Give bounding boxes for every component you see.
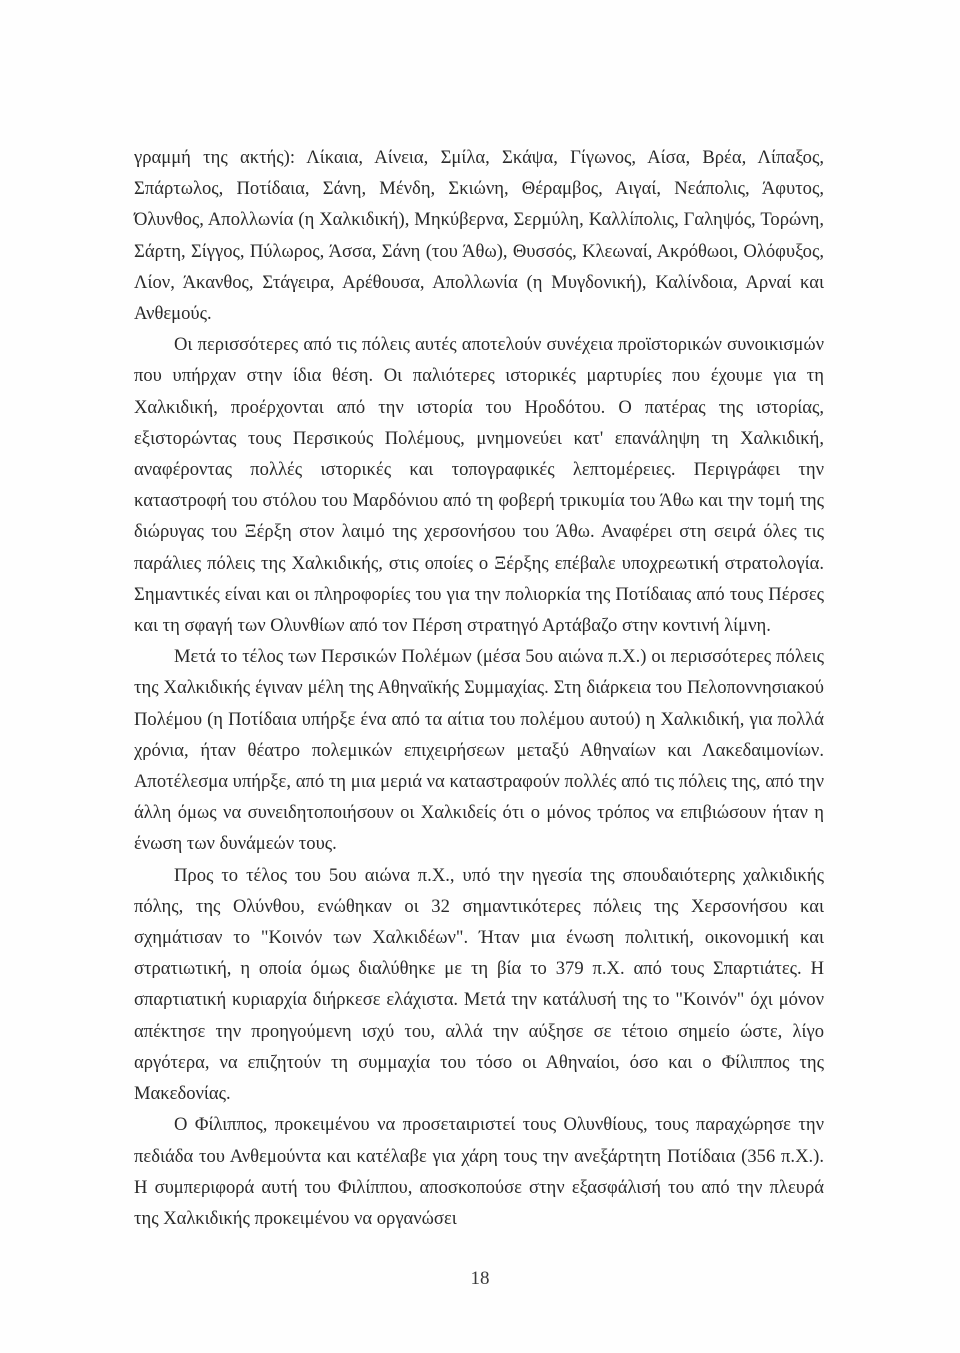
page-number: 18 — [470, 1268, 490, 1289]
paragraph-2: Οι περισσότερες από τις πόλεις αυτές αποτελούν συνέχεια προϊστορικών συνοικισμών που υπήρχαν στην ίδια θέση. Οι παλιότερες ιστορικές μαρτυρίες που έχουμε για τη Χαλκιδική, προέρχονται από την ιστορία του Ηροδότου. Ο πατέρας της ιστορίας, εξιστορώντας τους Περσικούς Πολέμους, μνημονεύει κατ' επανάληψη τη Χαλκιδική, αναφέροντας πολλές ιστορικές και τοπογραφικές λεπτομέρειες. Περιγράφει την καταστροφή του στόλου του Μαρδόνιου από τη φοβερή τρικυμία του Άθω και την τομή της διώρυγας του Ξέρξη στον λαιμό της χερσονήσου του Άθω. Αναφέρει στη σειρά όλες τις παράλιες πόλεις της Χαλκιδικής, στις οποίες ο Ξέρξης επέβαλε υποχρεωτική στρατολογία. Σημαντικές είναι και οι πληροφορίες του για την πολιορκία της Ποτίδαιας από τους Πέρσες και τη σφαγή των Ολυνθίων από τον Πέρση στρατηγό Αρτάβαζο στην κοντινή λίμνη. — [134, 334, 824, 637]
paragraph-1: γραμμή της ακτής): Λίκαια, Αίνεια, Σμίλα, Σκάψα, Γίγωνος, Αίσα, Βρέα, Λίπαξος, Σπάρτωλος, Ποτίδαια, Σάνη, Μένδη, Σκιώνη, Θέραμβος, Αιγαί, Νεάπολις, Άφυτος, Όλυνθος, Απολλωνία (η Χαλκιδική), Μηκύβερνα, Σερμύλη, Καλλίπολις, Γαληψός, Τορώνη, Σάρτη, Σίγγος, Πύλωρος, Άσσα, Σάνη (του Άθω), Θυσσός, Κλεωναί, Ακρόθωοι, Ολόφυξος, Λίον, Άκανθος, Στάγειρα, Αρέθουσα, Απολλωνία (η Μυγδονική), Καλίνδοια, Αρναί και Ανθεμούς. — [134, 147, 824, 325]
paragraph-5: Ο Φίλιππος, προκειμένου να προσεταιριστεί τους Ολυνθίους, τους παραχώρησε την πεδιάδα του Ανθεμούντα και κατέλαβε για χάρη τους την ανεξάρτητη Ποτίδαια (356 π.Χ.). Η συμπεριφορά αυτή του Φιλίππου, αποσκοπούσε στην εξασφάλισή του από την πλευρά της Χαλκιδικής προκειμένου να οργανώσει — [134, 1114, 824, 1229]
paragraph-4: Προς το τέλος του 5ου αιώνα π.Χ., υπό την ηγεσία της σπουδαιότερης χαλκιδικής πόλης, της Ολύνθου, ενώθηκαν οι 32 σημαντικότερες πόλεις της Χερσονήσου και σχημάτισαν το "Κοινόν των Χαλκιδέων". Ήταν μια ένωση πολιτική, οικονομική και στρατιωτική, η οποία όμως διαλύθηκε με τη βία το 379 π.Χ. από τους Σπαρτιάτες. Η σπαρτιατική κυριαρχία διήρκεσε ελάχιστα. Μετά την κατάλυσή της το "Κοινόν" όχι μόνον απέκτησε την προηγούμενη ισχύ του, αλλά την αύξησε σε τέτοιο σημείο ώστε, λίγο αργότερα, να επιζητούν τη συμμαχία του τόσο οι Αθηναίοι, όσο και ο Φίλιππος της Μακεδονίας. — [134, 864, 824, 1105]
body-text — [134, 142, 824, 1234]
paragraph-3: Μετά το τέλος των Περσικών Πολέμων (μέσα 5ου αιώνα π.Χ.) οι περισσότερες πόλεις της Χαλκιδικής έγιναν μέλη της Αθηναϊκής Συμμαχίας. Στη διάρκεια του Πελοποννησιακού Πολέμου (η Ποτίδαια υπήρξε ένα από τα αίτια του πολέμου αυτού) η Χαλκιδική, για πολλά χρόνια, ήταν θέατρο πολεμικών επιχειρήσεων μεταξύ Αθηναίων και Λακεδαιμονίων. Αποτέλεσμα υπήρξε, από τη μια μεριά να καταστραφούν πολλές από τις πόλεις της, από την άλλη όμως να συνειδητοποιήσουν οι Χαλκιδείς ότι ο μόνος τρόπος να επιβιώσουν ήταν η ένωση των δυνάμεών τους. — [134, 646, 824, 855]
